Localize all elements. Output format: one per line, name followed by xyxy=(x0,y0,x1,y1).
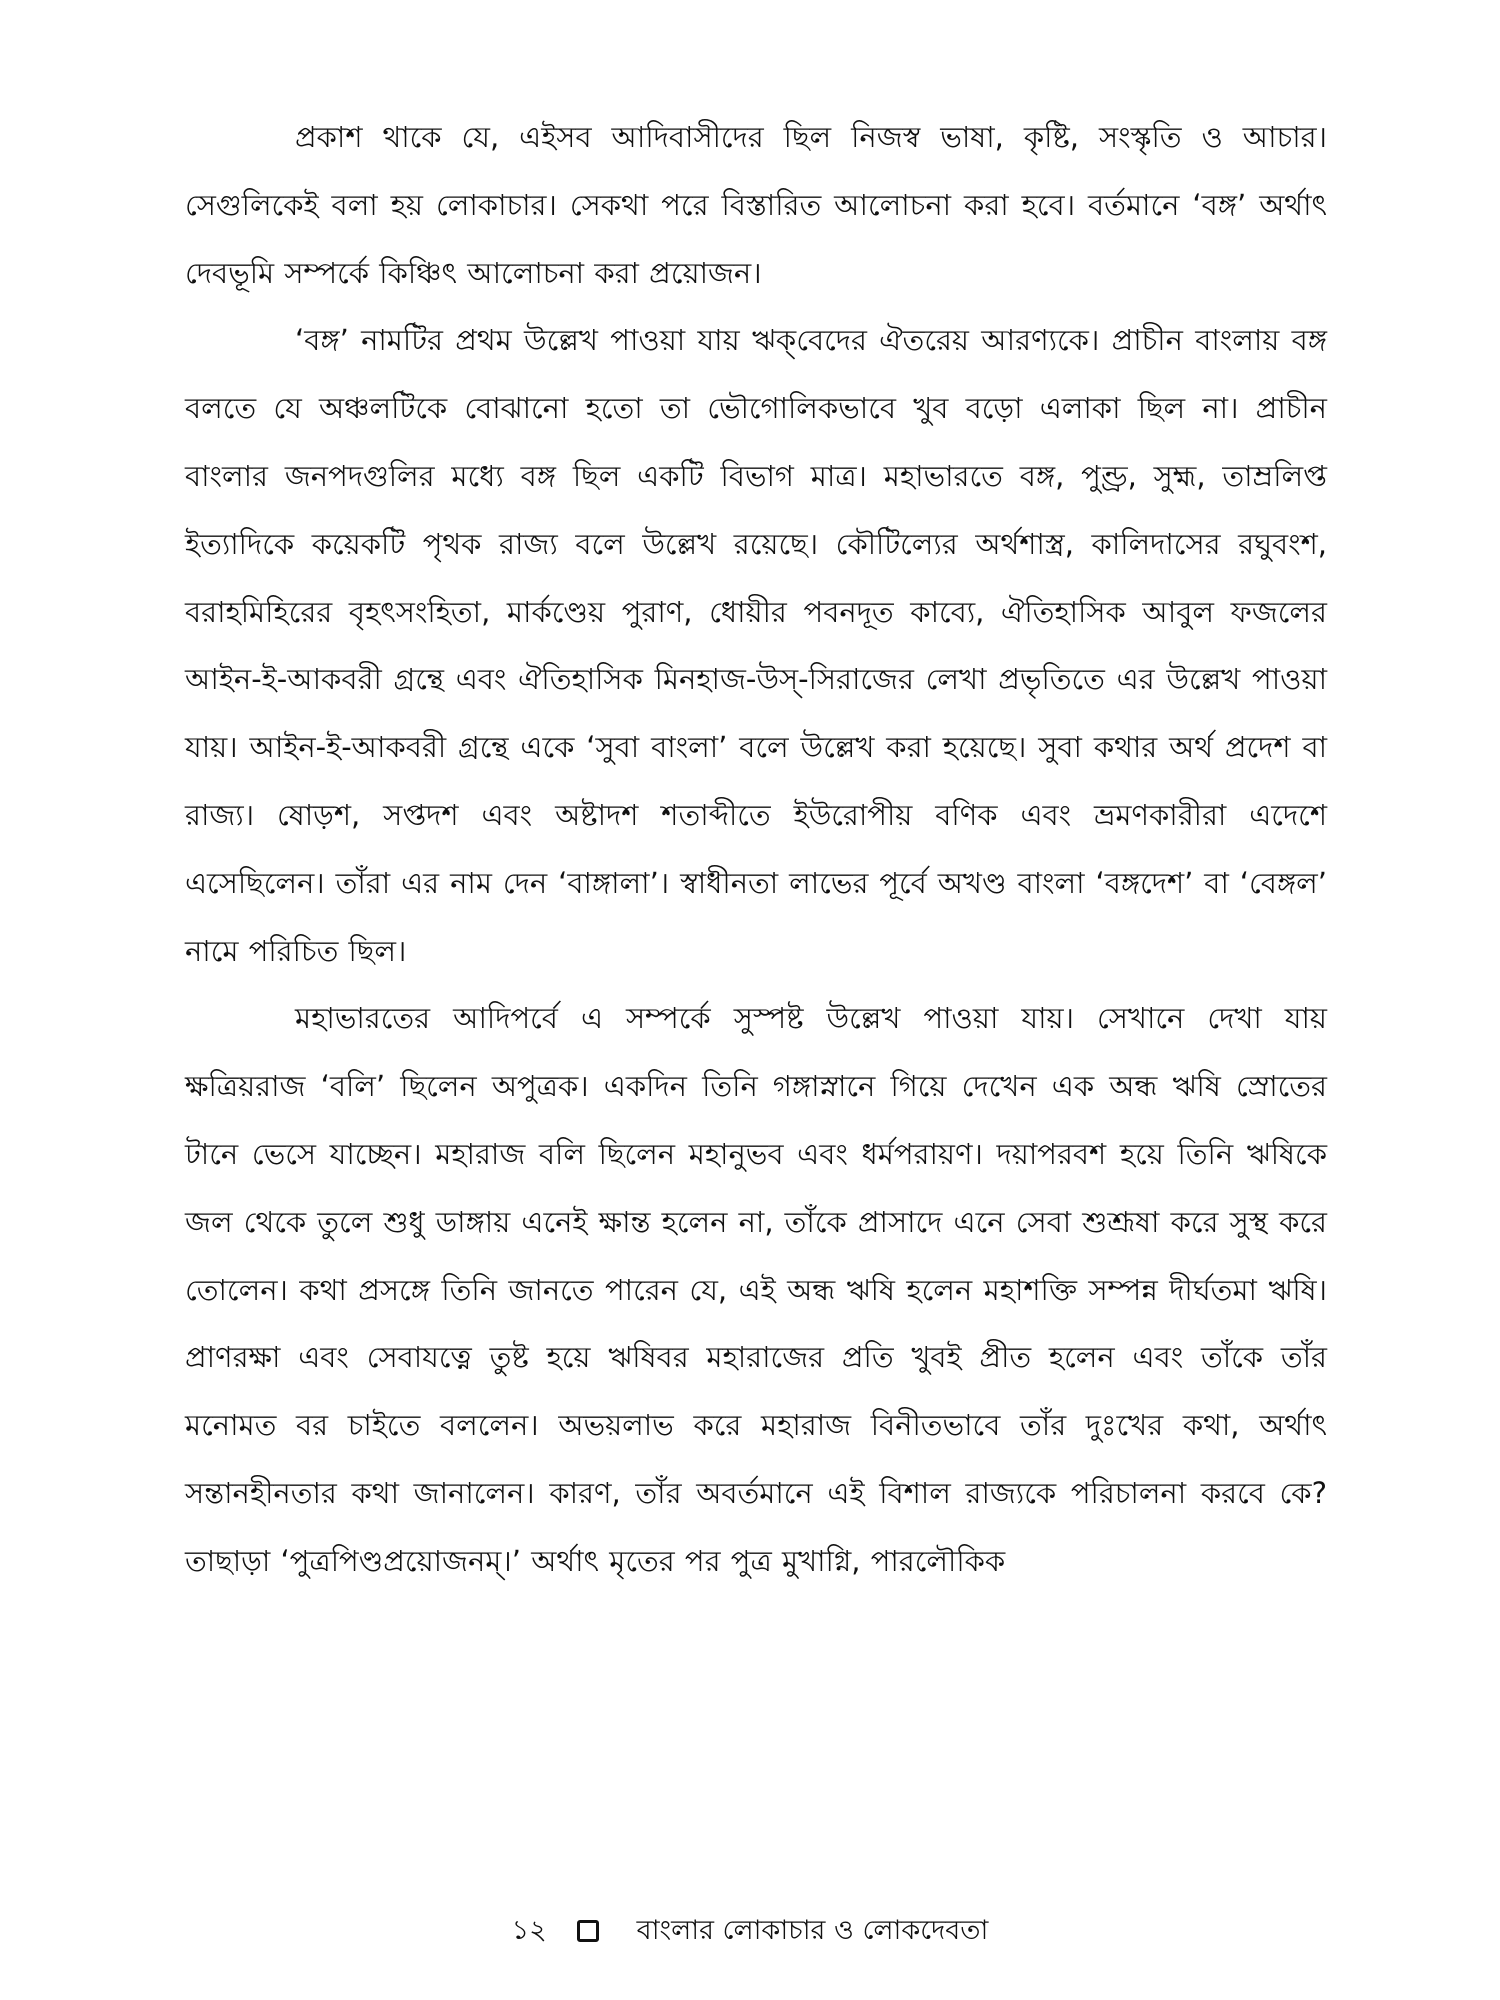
square-icon xyxy=(577,1920,599,1942)
paragraph-banga-name: ‘বঙ্গ’ নামটির প্রথম উল্লেখ পাওয়া যায় ঋক্‌বেদের ঐতরেয় আরণ্যকে। প্রাচীন বাংলায় বঙ্গ বলতে যে অঞ্চলটিকে বোঝানো হতো তা ভৌগোলিকভাবে খুব বড়ো এলাকা ছিল না। প্রাচীন বাংলার জনপদগুলির মধ্যে বঙ্গ ছিল একটি বিভাগ মাত্র। মহাভারতে বঙ্গ, পুণ্ড্র, সুহ্ম, তাম্রলিপ্ত ইত্যাদিকে কয়েকটি পৃথক রাজ্য বলে উল্লেখ রয়েছে। কৌটিল্যের অর্থশাস্ত্র, কালিদাসের রঘুবংশ, বরাহমিহিরের বৃহৎসংহিতা, মার্কণ্ডেয় পুরাণ, ধোয়ীর পবনদূত কাব্যে, ঐতিহাসিক আবুল ফজলের আইন-ই-আকবরী গ্রন্থে এবং ঐতিহাসিক মিনহাজ-উস্‌-সিরাজের লেখা প্রভৃতিতে এর উল্লেখ পাওয়া যায়। আইন-ই-আকবরী গ্রন্থে একে ‘সুবা বাংলা’ বলে উল্লেখ করা হয়েছে। সুবা কথার অর্থ প্রদেশ বা রাজ্য। ষোড়শ, সপ্তদশ এবং অষ্টাদশ শতাব্দীতে ইউরোপীয় বণিক এবং ভ্রমণকারীরা এদেশে এসেছিলেন। তাঁরা এর নাম দেন ‘বাঙ্গালা’। স্বাধীনতা লাভের পূর্বে অখণ্ড বাংলা ‘বঙ্গদেশ’ বা ‘বেঙ্গল’ নামে পরিচিত ছিল। xyxy=(185,323,1327,968)
paragraph-mahabharata: মহাভারতের আদিপর্বে এ সম্পর্কে সুস্পষ্ট উল্লেখ পাওয়া যায়। সেখানে দেখা যায় ক্ষত্রিয়রাজ ‘বলি’ ছিলেন অপুত্রক। একদিন তিনি গঙ্গাস্নানে গিয়ে দেখেন এক অন্ধ ঋষি স্রোতের টানে ভেসে যাচ্ছেন। মহারাজ বলি ছিলেন মহানুভব এবং ধর্মপরায়ণ। দয়াপরবশ হয়ে তিনি ঋষিকে জল থেকে তুলে শুধু ডাঙ্গায় এনেই ক্ষান্ত হলেন না, তাঁকে প্রাসাদে এনে সেবা শুশ্রূষা করে সুস্থ করে তোলেন। কথা প্রসঙ্গে তিনি জানতে পারেন যে, এই অন্ধ ঋষি হলেন মহাশক্তি সম্পন্ন দীর্ঘতমা ঋষি। প্রাণরক্ষা এবং সেবাযত্নে তুষ্ট হয়ে ঋষিবর মহারাজের প্রতি খুবই প্রীত হলেন এবং তাঁকে তাঁর মনোমত বর চাইতে বললেন। অভয়লাভ করে মহারাজ বিনীতভাবে তাঁর দুঃখের কথা, অর্থাৎ সন্তানহীনতার কথা জানালেন। কারণ, তাঁর অবর্তমানে এই বিশাল রাজ্যকে পরিচালনা করবে কে? তাছাড়া ‘পুত্রপিণ্ডপ্রয়োজনম্‌।’ অর্থাৎ মৃতের পর পুত্র মুখাগ্নি, পারলৌকিক xyxy=(185,1001,1327,1578)
body-text xyxy=(185,104,1327,1596)
page-footer xyxy=(0,1912,1500,1952)
paragraph-intro: প্রকাশ থাকে যে, এইসব আদিবাসীদের ছিল নিজস্ব ভাষা, কৃষ্টি, সংস্কৃতি ও আচার। সেগুলিকেই বলা হয় লোকাচার। সেকথা পরে বিস্তারিত আলোচনা করা হবে। বর্তমানে ‘বঙ্গ’ অর্থাৎ দেবভূমি সম্পর্কে কিঞ্চিৎ আলোচনা করা প্রয়োজন। xyxy=(185,120,1327,290)
running-book-title: বাংলার লোকাচার ও লোকদেবতা xyxy=(636,1914,989,1946)
page-number: ১২ xyxy=(511,1914,547,1946)
